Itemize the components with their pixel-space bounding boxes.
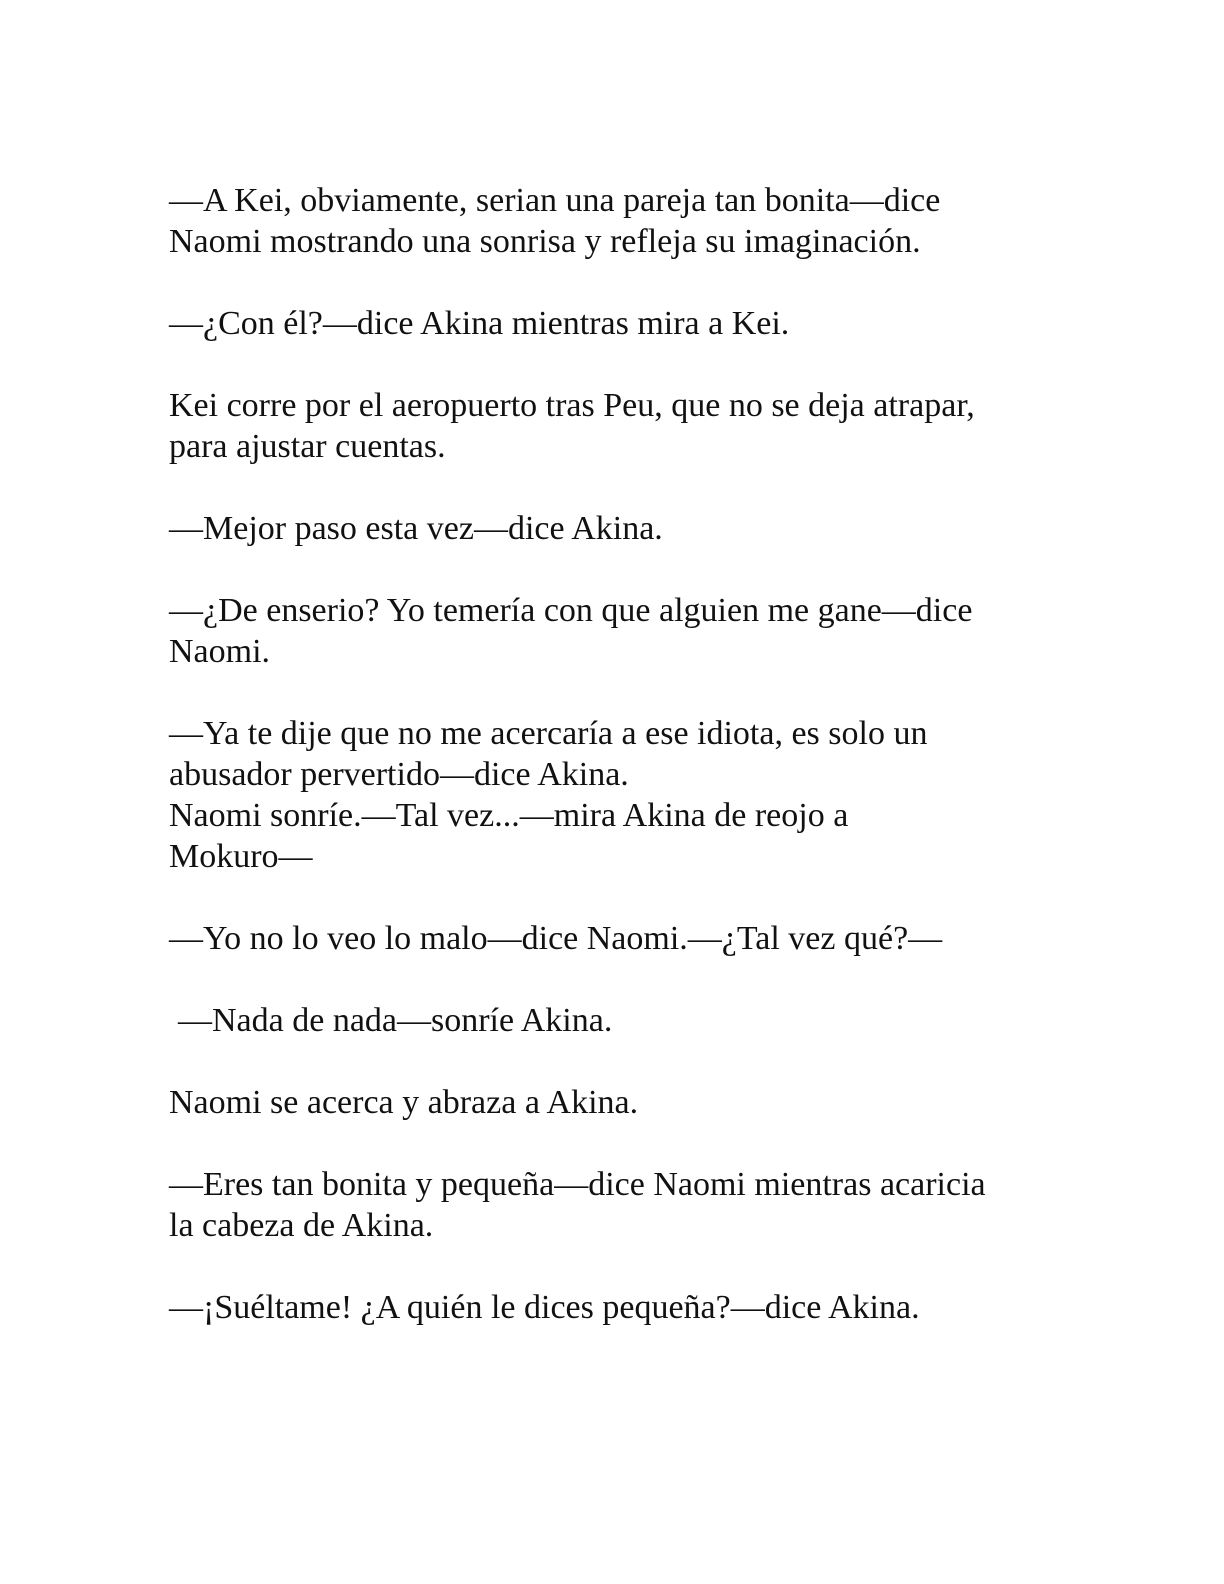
text-line: —Mejor paso esta vez—dice Akina. [169,510,663,547]
body-text [169,180,1069,1328]
paragraph [169,180,1069,262]
text-line: Naomi. [169,633,271,670]
paragraph-spacer [169,549,1069,590]
paragraph [169,590,1069,672]
text-line: Kei corre por el aeropuerto tras Peu, que no se deja atrapar, [169,387,975,424]
paragraph [169,1164,1069,1246]
paragraph [169,1000,1069,1041]
paragraph [169,1287,1069,1328]
paragraph-spacer [169,467,1069,508]
text-line: —Ya te dije que no me acercaría a ese idiota, es solo un [169,715,928,752]
text-line: Naomi mostrando una sonrisa y refleja su imaginación. [169,223,921,260]
paragraph-spacer [169,262,1069,303]
text-line: —Nada de nada—sonríe Akina. [178,1002,613,1039]
paragraph-spacer [169,959,1069,1000]
paragraph [169,508,1069,549]
text-line: Naomi se acerca y abraza a Akina. [169,1084,639,1121]
paragraph-spacer [169,877,1069,918]
text-line: para ajustar cuentas. [169,428,446,465]
text-line: —¿De enserio? Yo temería con que alguien me gane—dice [169,592,973,629]
text-line: —¿Con él?—dice Akina mientras mira a Kei. [169,305,790,342]
paragraph [169,1082,1069,1123]
paragraph [169,303,1069,344]
text-line: —¡Suéltame! ¿A quién le dices pequeña?—dice Akina. [169,1289,920,1326]
paragraph-spacer [169,344,1069,385]
paragraph-spacer [169,1041,1069,1082]
text-line: Mokuro— [169,838,313,875]
text-line: Naomi sonríe.—Tal vez...—mira Akina de reojo a [169,797,849,834]
text-line: —Eres tan bonita y pequeña—dice Naomi mientras acaricia [169,1166,986,1203]
paragraph [169,385,1069,467]
text-line: abusador pervertido—dice Akina. [169,756,629,793]
paragraph [169,713,1069,877]
text-line: —Yo no lo veo lo malo—dice Naomi.—¿Tal vez qué?— [169,920,943,957]
text-line: la cabeza de Akina. [169,1207,434,1244]
paragraph-spacer [169,1123,1069,1164]
paragraph-spacer [169,672,1069,713]
paragraph [169,918,1069,959]
text-line: —A Kei, obviamente, serian una pareja tan bonita—dice [169,182,941,219]
paragraph-spacer [169,1246,1069,1287]
